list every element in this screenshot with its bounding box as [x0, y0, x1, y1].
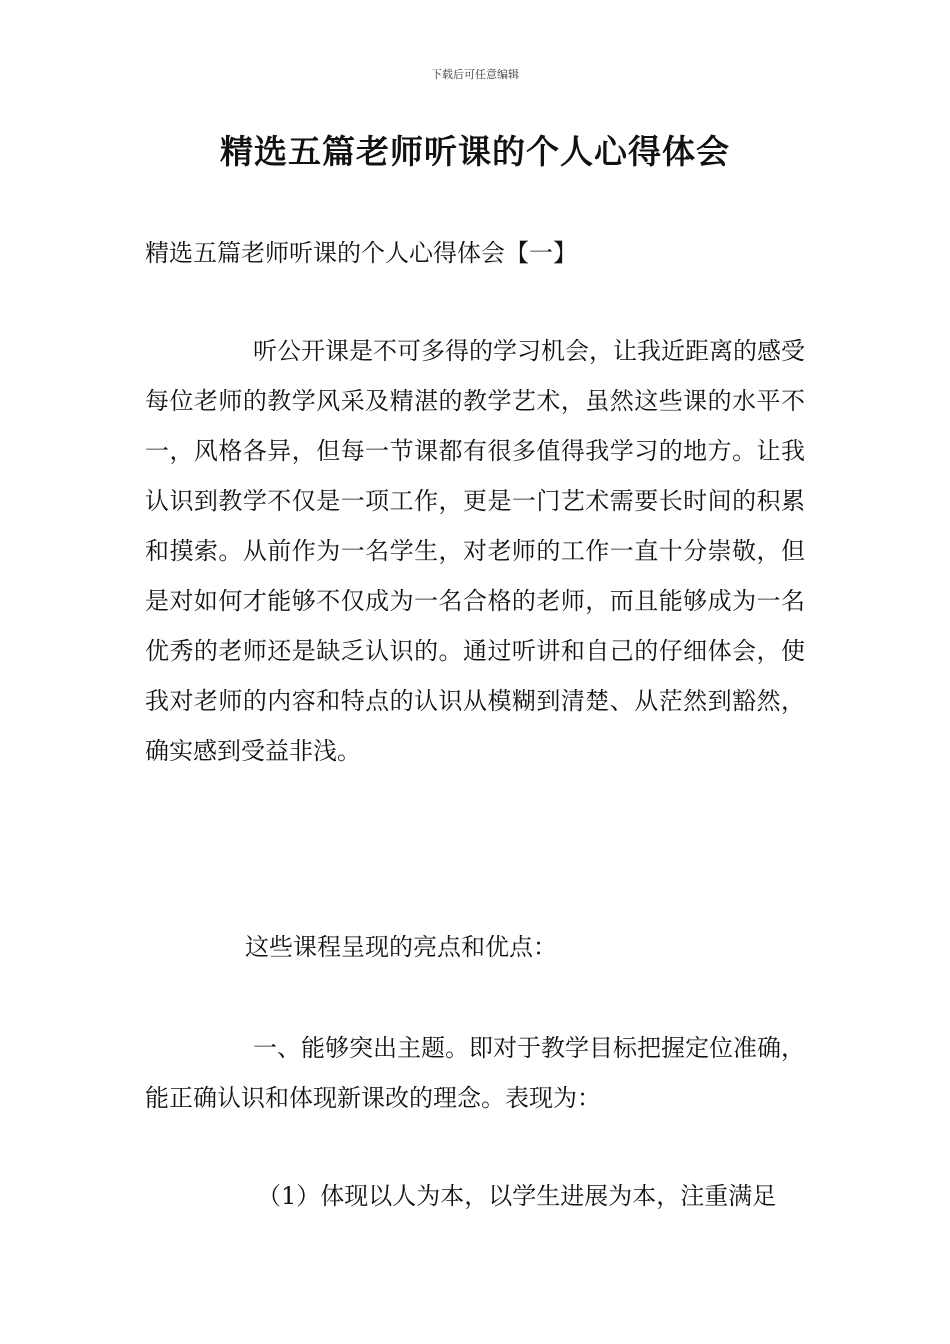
section-heading: 精选五篇老师听课的个人心得体会【一】 [145, 239, 577, 267]
header-note: 下载后可任意编辑 [431, 68, 519, 81]
paragraph-subpoint-one: （1）体现以人为本，以学生进展为本，注重满足 [257, 1182, 777, 1210]
document-title: 精选五篇老师听课的个人心得体会 [220, 132, 730, 171]
paragraph-point-one: 一、能够突出主题。即对于教学目标把握定位准确，能正确认识和体现新课改的理念。表现为： [145, 1034, 805, 1112]
paragraph-highlights-heading: 这些课程呈现的亮点和优点： [245, 933, 557, 961]
paragraph-intro: 听公开课是不可多得的学习机会，让我近距离的感受每位老师的教学风采及精湛的教学艺术，虽然这些课的水平不一，风格各异，但每一节课都有很多值得我学习的地方。让我认识到教学不仅是一项工作，更是一门艺术需要长时间的积累和摸索。从前作为一名学生，对老师的工作一直十分崇敬，但是对如何才能够不仅成为一名合格的老师，而且能够成为一名优秀的老师还是缺乏认识的。通过听讲和自己的仔细体会，使我对老师的内容和特点的认识从模糊到清楚、从茫然到豁然，确实感到受益非浅。 [145, 337, 805, 765]
